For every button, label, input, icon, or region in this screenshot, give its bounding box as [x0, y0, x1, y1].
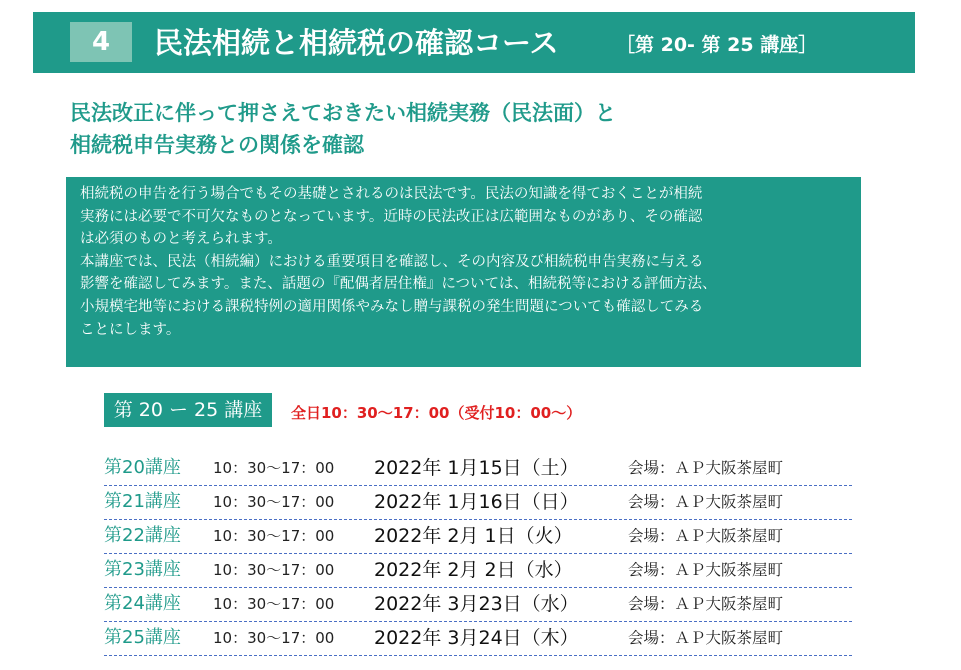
lecture-time: 10：30～17：00	[213, 629, 335, 647]
lecture-date: 2022年 3月24日（木）	[374, 627, 579, 649]
course-number-badge: 4	[70, 22, 132, 62]
lecture-name: 第20講座	[104, 457, 181, 478]
schedule-time-note: 全日10：30～17：00（受付10：00～）	[291, 404, 582, 422]
lecture-time: 10：30～17：00	[213, 493, 335, 511]
course-subtitle: 民法改正に伴って押さえておきたい相続実務（民法面）と 相続税申告実務との関係を確認	[70, 101, 616, 157]
lecture-name: 第25講座	[104, 627, 181, 648]
course-range: ［第 20- 第 25 講座］	[616, 34, 818, 56]
lecture-date: 2022年 3月23日（水）	[374, 593, 579, 615]
lecture-venue: 会場：ＡＰ大阪茶屋町	[628, 561, 784, 579]
lecture-venue: 会場：ＡＰ大阪茶屋町	[628, 527, 784, 545]
lecture-name: 第24講座	[104, 593, 181, 614]
schedule-row	[104, 621, 852, 656]
lecture-time: 10：30～17：00	[213, 561, 335, 579]
lecture-name: 第23講座	[104, 559, 181, 580]
schedule-label: 第 20 ー 25 講座	[104, 393, 272, 427]
schedule-row	[104, 553, 852, 588]
lecture-time: 10：30～17：00	[213, 459, 335, 477]
schedule-row	[104, 519, 852, 554]
lecture-date: 2022年 2月 1日（火）	[374, 525, 573, 547]
lecture-venue: 会場：ＡＰ大阪茶屋町	[628, 595, 784, 613]
schedule-row	[104, 485, 852, 520]
schedule-row	[104, 587, 852, 622]
lecture-name: 第21講座	[104, 491, 181, 512]
lecture-time: 10：30～17：00	[213, 595, 335, 613]
description-box	[66, 177, 861, 367]
lecture-venue: 会場：ＡＰ大阪茶屋町	[628, 493, 784, 511]
schedule-row	[104, 451, 852, 486]
lecture-venue: 会場：ＡＰ大阪茶屋町	[628, 459, 784, 477]
lecture-name: 第22講座	[104, 525, 181, 546]
course-header	[33, 12, 915, 73]
lecture-date: 2022年 1月16日（日）	[374, 491, 579, 513]
course-title: 民法相続と相続税の確認コース	[154, 26, 559, 60]
lecture-date: 2022年 1月15日（土）	[374, 457, 579, 479]
lecture-time: 10：30～17：00	[213, 527, 335, 545]
lecture-date: 2022年 2月 2日（水）	[374, 559, 573, 581]
lecture-venue: 会場：ＡＰ大阪茶屋町	[628, 629, 784, 647]
description-text: 相続税の申告を行う場合でもその基礎とされるのは民法です。民法の知識を得ておくことが相続 実務には必要で不可欠なものとなっています。近時の民法改正は広範囲なものがあり、その確認 は必須のものと考えられます。 本講座では、民法（相続編）における重要項目を確認し、その内容及び相続税申告実務に与える 影響を確認してみます。また、話題の『配偶者居住権』については、相続税等における評価方法、 小規模宅地等における課税特例の適用関係やみなし贈与課税の発生問題についても確認してみる ことにします。	[80, 186, 717, 338]
